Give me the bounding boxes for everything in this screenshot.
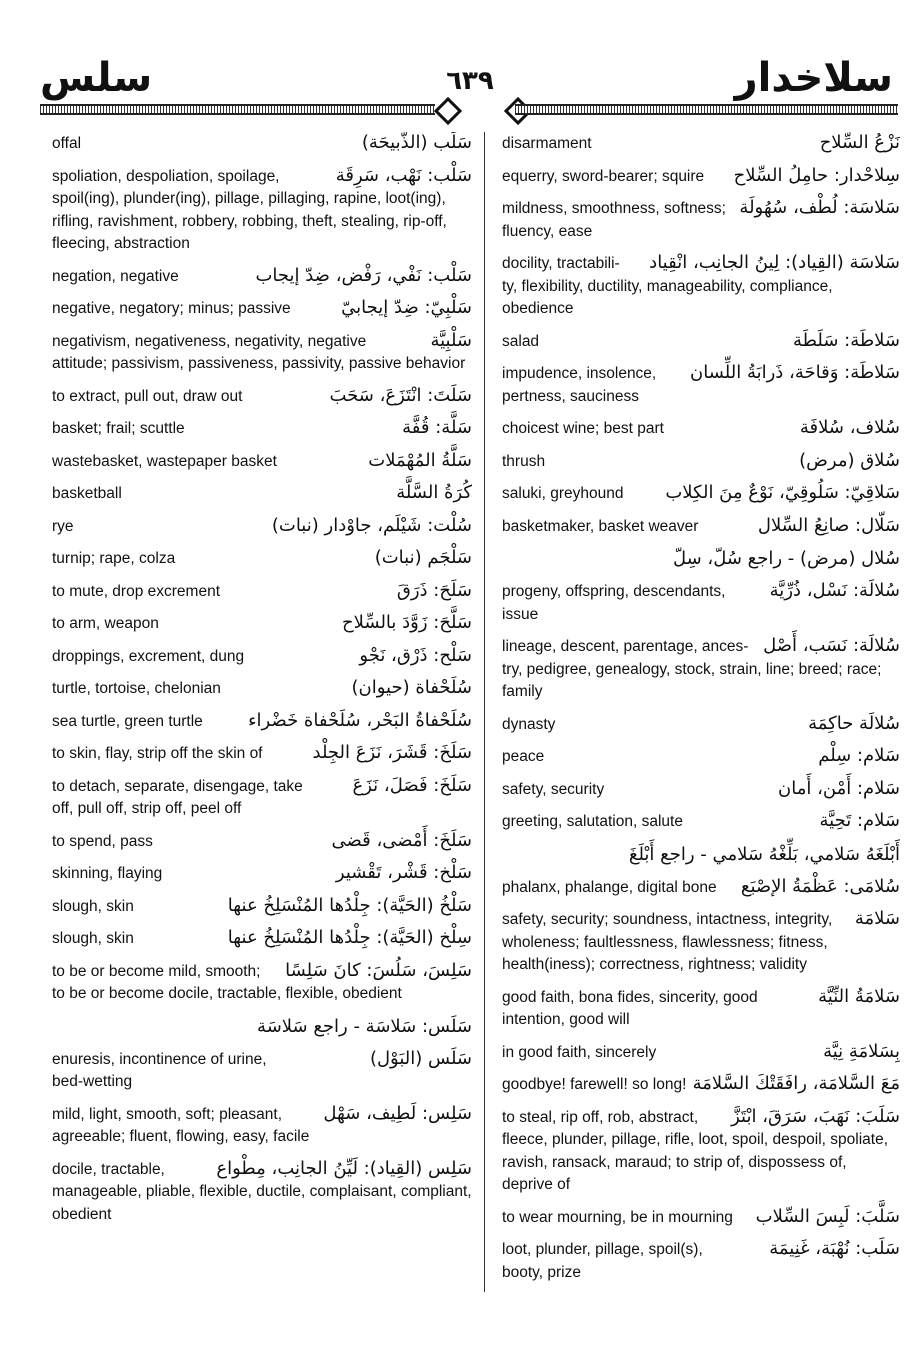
diamond-ornament-left bbox=[434, 97, 462, 125]
left-guide-word: سلس bbox=[40, 55, 153, 101]
dictionary-entry bbox=[502, 132, 900, 156]
entry-english: negation, negative bbox=[52, 267, 179, 285]
entry-arabic: سَلاطَة: سَلَطَة bbox=[792, 329, 900, 351]
entry-row bbox=[52, 1103, 472, 1127]
dictionary-entry bbox=[52, 710, 472, 734]
page-header bbox=[0, 0, 921, 130]
entry-row bbox=[52, 830, 472, 854]
dictionary-entry bbox=[502, 515, 900, 539]
entry-row bbox=[52, 265, 472, 289]
entry-arabic: سَلَّة: قُفَّة bbox=[402, 417, 472, 438]
entry-row bbox=[52, 645, 472, 669]
entry-row bbox=[52, 710, 472, 734]
dictionary-entry bbox=[502, 417, 900, 441]
entry-continuation: booty, prize bbox=[502, 1263, 581, 1281]
dictionary-entry bbox=[52, 165, 472, 256]
entry-row bbox=[502, 1106, 900, 1130]
entry-english: docile, tractable, bbox=[52, 1160, 165, 1178]
entry-english: thrush bbox=[502, 452, 546, 470]
entry-arabic: سَلْخُ (الحَيَّة): جِلْدُها المُنْسَلِخُ عنها bbox=[227, 894, 472, 916]
entry-english: basketball bbox=[52, 485, 122, 502]
entry-arabic: سَلام: أَمْن، أَمان bbox=[778, 777, 900, 799]
entry-arabic: سُلالَة: نَسَب، أَصْل bbox=[763, 635, 900, 656]
entry-english: turtle, tortoise, chelonian bbox=[52, 680, 221, 697]
entry-english: negativism, negativeness, negativity, negative bbox=[52, 332, 367, 350]
dictionary-entry bbox=[52, 927, 472, 951]
entry-arabic: سَلَس (البَوْل) bbox=[369, 1047, 472, 1069]
entry-row bbox=[502, 417, 900, 441]
dictionary-entry bbox=[502, 482, 900, 506]
entry-row bbox=[502, 908, 900, 932]
entry-row bbox=[52, 547, 472, 571]
entry-row bbox=[52, 862, 472, 886]
dictionary-entry bbox=[502, 252, 900, 321]
entry-arabic: سِلْخ (الحَيَّة): جِلْدُها المُنْسَلِخُ عنها bbox=[227, 927, 472, 948]
entry-row bbox=[52, 612, 472, 636]
dictionary-entry bbox=[502, 778, 900, 802]
dictionary-entry bbox=[52, 612, 472, 636]
header-rule-right bbox=[515, 104, 898, 115]
entry-row bbox=[52, 927, 472, 951]
dictionary-entry bbox=[502, 580, 900, 626]
entry-arabic: سَلْب: نَهْب، سَرِقَة bbox=[335, 164, 472, 186]
entry-row bbox=[502, 810, 900, 834]
entry-row bbox=[52, 165, 472, 189]
entry-arabic: سُلاف، سُلافَة bbox=[799, 417, 900, 438]
entry-arabic: سَلْبِيَّة bbox=[430, 329, 472, 351]
entry-english: basketmaker, basket weaver bbox=[502, 517, 699, 535]
entry-arabic: سَلّال: صانِعُ السِّلال bbox=[757, 514, 900, 536]
dictionary-entry bbox=[52, 385, 472, 409]
entry-arabic: نَزْعُ السِّلاح bbox=[819, 132, 900, 153]
dictionary-entry bbox=[52, 1103, 472, 1149]
dictionary-entry bbox=[52, 645, 472, 669]
dictionary-entry bbox=[502, 843, 900, 867]
entry-english: basket; frail; scuttle bbox=[52, 420, 185, 437]
dictionary-entry bbox=[502, 876, 900, 900]
entry-continuation: ty, flexibility, ductility, manageability, compliance, obedience bbox=[502, 277, 833, 317]
entry-row bbox=[502, 515, 900, 539]
entry-continuation: intention, good will bbox=[502, 1011, 630, 1028]
entry-english: docility, tractabili- bbox=[502, 255, 620, 272]
entry-arabic: سَلَخَ: قَشَرَ، نَزَعَ الجِلْد bbox=[312, 742, 472, 763]
dictionary-entry bbox=[502, 986, 900, 1032]
dictionary-entry bbox=[52, 297, 472, 321]
entry-english: mildness, smoothness, softness; bbox=[502, 200, 726, 217]
entry-row bbox=[502, 252, 900, 276]
entry-arabic: سَلَّةُ المُهْمَلات bbox=[368, 449, 472, 471]
entry-arabic: سُلَحْفاةُ البَحْر، سُلَحْفاة خَضْراء bbox=[248, 709, 472, 731]
entry-arabic: سَلَس: سَلاسَة - راجع سَلاسَة bbox=[257, 1015, 472, 1037]
entry-arabic: سَلاسَة: لُطْف، سُهُولَة bbox=[739, 197, 900, 218]
entry-english: peace bbox=[502, 748, 545, 765]
entry-row bbox=[502, 362, 900, 386]
entry-arabic: سُلاق (مرض) bbox=[799, 449, 900, 471]
dictionary-entry bbox=[502, 330, 900, 354]
entry-english: to arm, weapon bbox=[52, 615, 159, 632]
entry-english: phalanx, phalange, digital bone bbox=[502, 878, 717, 896]
dictionary-entry bbox=[502, 745, 900, 769]
dictionary-entry bbox=[502, 197, 900, 243]
entry-english: droppings, excrement, dung bbox=[52, 647, 245, 665]
entry-row bbox=[52, 515, 472, 539]
entry-english: to be or become mild, smooth; bbox=[52, 962, 261, 980]
dictionary-entry bbox=[502, 1238, 900, 1284]
entry-arabic: سَلاقِيّ: سَلُوقِيّ، نَوْعٌ مِنَ الكِلاب bbox=[665, 482, 900, 503]
dictionary-entry bbox=[502, 635, 900, 704]
entry-english: greeting, salutation, salute bbox=[502, 813, 683, 830]
entry-english: to detach, separate, disengage, take bbox=[52, 777, 303, 795]
entry-english: dynasty bbox=[502, 715, 556, 733]
dictionary-entry bbox=[52, 677, 472, 701]
dictionary-entry bbox=[52, 265, 472, 289]
entry-arabic: سَلاطَة: وَقاحَة، ذَرابَةُ اللِّسان bbox=[690, 362, 900, 383]
entry-arabic: سُلال (مرض) - راجع سُلّ، سِلّ bbox=[672, 548, 900, 569]
entry-arabic: سَلام: سِلْم bbox=[818, 745, 900, 766]
entry-english: to wear mourning, be in mourning bbox=[502, 1208, 733, 1226]
entry-continuation: pertness, sauciness bbox=[502, 387, 639, 405]
entry-arabic: مَعَ السَّلامَة، رافَقَتْكَ السَّلامَة bbox=[692, 1073, 900, 1094]
entry-row bbox=[502, 986, 900, 1010]
entry-arabic: سَلَتَ: انْتَزَعَ، سَحَبَ bbox=[329, 384, 472, 406]
entry-arabic: سُلَحْفاة (حيوان) bbox=[351, 677, 472, 698]
dictionary-entry bbox=[52, 775, 472, 821]
entry-arabic: سَلْجَم (نبات) bbox=[374, 547, 472, 568]
entry-english: wastebasket, wastepaper basket bbox=[52, 452, 277, 470]
entry-english: safety, security; soundness, intactness, integrity, bbox=[502, 911, 833, 928]
right-column bbox=[502, 132, 900, 1292]
entry-continuation: to be or become docile, tractable, flexible, obedient bbox=[52, 985, 402, 1002]
entry-arabic: سُلالَة حاكِمَة bbox=[808, 712, 900, 734]
entry-continuation: fluency, ease bbox=[502, 222, 593, 240]
entry-row bbox=[502, 450, 900, 474]
entry-row bbox=[502, 876, 900, 900]
entry-arabic: سَلْخ: قَشْر، تَقْشير bbox=[335, 862, 472, 883]
entry-english: goodbye! farewell! so long! bbox=[502, 1076, 687, 1093]
entry-english: to skin, flay, strip off the skin of bbox=[52, 745, 263, 762]
entry-row bbox=[52, 385, 472, 409]
entry-row bbox=[502, 580, 900, 626]
entry-row bbox=[502, 330, 900, 354]
entry-english: slough, skin bbox=[52, 930, 134, 947]
entry-continuation: try, pedigree, genealogy, stock, strain, line; breed; race; family bbox=[502, 660, 882, 700]
entry-continuation: agreeable; fluent, flowing, easy, facile bbox=[52, 1128, 310, 1145]
entry-row bbox=[502, 713, 900, 737]
dictionary-entry bbox=[502, 1073, 900, 1097]
entry-english: negative, negatory; minus; passive bbox=[52, 300, 291, 317]
dictionary-entry bbox=[502, 1206, 900, 1230]
entry-arabic: سُلالَة: نَسْل، ذُرِّيَّة bbox=[769, 580, 900, 601]
entry-arabic: سَلَحَ: ذَرَقَ bbox=[396, 579, 472, 601]
entry-arabic: سَلَب (الذَّبيحَة) bbox=[361, 132, 472, 153]
entry-row bbox=[52, 775, 472, 799]
entry-row bbox=[52, 677, 472, 701]
dictionary-entry bbox=[52, 830, 472, 854]
dictionary-entry bbox=[502, 908, 900, 977]
entry-row bbox=[502, 1238, 900, 1262]
dictionary-entry bbox=[502, 810, 900, 834]
entry-arabic: سِلاحْدار: حامِلُ السِّلاح bbox=[733, 164, 900, 186]
entry-row bbox=[52, 330, 472, 354]
header-rule-left bbox=[40, 104, 435, 115]
entry-arabic: أَبْلَغَهُ سَلامي، بَلِّغْهُ سَلامي - راجع أَبْلَغَ bbox=[628, 843, 900, 865]
dictionary-entry bbox=[52, 482, 472, 506]
entry-english: to steal, rip off, rob, abstract, bbox=[502, 1108, 699, 1126]
entry-english: good faith, bona fides, sincerity, good bbox=[502, 988, 758, 1006]
entry-row bbox=[502, 1073, 900, 1097]
entry-english: impudence, insolence, bbox=[502, 365, 657, 382]
entry-arabic: سَلَخَ: فَصَلَ، نَزَعَ bbox=[352, 774, 472, 796]
dictionary-entry bbox=[52, 450, 472, 474]
dictionary-entry bbox=[502, 165, 900, 189]
dictionary-entry bbox=[52, 862, 472, 886]
entry-continuation: fleece, plunder, pillage, rifle, loot, spoil, despoil, spoliate, ravish, ransack, maraud; to strip of, dispossess of, deprive of bbox=[502, 1131, 889, 1193]
dictionary-entry bbox=[52, 515, 472, 539]
dictionary-entry bbox=[52, 1015, 472, 1039]
entry-arabic: سُلْت: شَيْلَم، جاوْدار (نبات) bbox=[271, 514, 472, 536]
left-column bbox=[52, 132, 472, 1292]
entry-arabic: سَلَّبَ: لَبِسَ السِّلاب bbox=[755, 1205, 900, 1227]
entry-row bbox=[52, 960, 472, 984]
dictionary-entry bbox=[52, 132, 472, 156]
entry-english: lineage, descent, parentage, ances- bbox=[502, 638, 749, 655]
entry-row bbox=[502, 778, 900, 802]
entry-english: to extract, pull out, draw out bbox=[52, 387, 243, 405]
entry-row bbox=[502, 165, 900, 189]
entry-arabic: سَلاسَة (القِياد): لِينُ الجانِب، انْقِياد bbox=[649, 252, 900, 273]
entry-arabic: سَلَبَ: نَهَبَ، سَرَقَ، ابْتَزَّ bbox=[731, 1105, 900, 1127]
dictionary-entry bbox=[52, 330, 472, 376]
dictionary-entry bbox=[502, 1106, 900, 1197]
entry-english: skinning, flaying bbox=[52, 865, 163, 882]
entry-continuation: manageable, pliable, flexible, ductile, complaisant, compliant, obedient bbox=[52, 1183, 472, 1223]
entry-arabic: سَلْح: ذَرْق، نَجْو bbox=[359, 644, 472, 666]
entry-arabic: كُرَةُ السَّلَّة bbox=[396, 482, 472, 503]
entry-arabic: سَلَّحَ: زَوَّدَ بالسِّلاح bbox=[342, 612, 472, 633]
entry-continuation: bed-wetting bbox=[52, 1073, 133, 1090]
entry-arabic: سَلْب: نَفْي، رَفْض، ضِدّ إيجاب bbox=[255, 264, 472, 286]
entry-arabic: سَلامَة bbox=[854, 908, 900, 929]
entry-arabic: سَلْبِيّ: ضِدّ إيجابيّ bbox=[341, 297, 472, 318]
entry-english: disarmament bbox=[502, 135, 592, 152]
entry-arabic: سَلام: تَحِيَّة bbox=[819, 810, 900, 831]
dictionary-entry bbox=[52, 1048, 472, 1094]
entry-row bbox=[502, 635, 900, 659]
entry-english: to spend, pass bbox=[52, 832, 153, 850]
entry-english: mild, light, smooth, soft; pleasant, bbox=[52, 1105, 283, 1123]
entry-english: offal bbox=[52, 135, 82, 152]
entry-row bbox=[52, 132, 472, 156]
entry-row bbox=[52, 417, 472, 441]
column-divider bbox=[484, 132, 485, 1292]
entry-arabic: بِسَلامَةِ نِيَّة bbox=[823, 1040, 900, 1062]
right-guide-word: سلاخدار bbox=[734, 55, 893, 101]
entry-row bbox=[52, 482, 472, 506]
entry-english: in good faith, sincerely bbox=[502, 1043, 657, 1061]
entry-arabic: سَلِس (القِياد): لَيِّنُ الجانِب، مِطْواع bbox=[216, 1157, 472, 1179]
entry-english: spoliation, despoliation, spoilage, bbox=[52, 167, 280, 185]
dictionary-entry bbox=[52, 580, 472, 604]
entry-row bbox=[52, 297, 472, 321]
entry-arabic: سَلَخَ: أَمْضى، قَضى bbox=[331, 829, 472, 851]
entry-arabic: سَلِسَ، سَلُسَ: كانَ سَلِسًا bbox=[285, 959, 472, 981]
entry-row bbox=[502, 745, 900, 769]
entry-row bbox=[52, 1158, 472, 1182]
entry-english: loot, plunder, pillage, spoil(s), bbox=[502, 1241, 703, 1258]
entry-english: salad bbox=[502, 332, 540, 350]
dictionary-entry bbox=[502, 547, 900, 571]
dictionary-entry bbox=[502, 713, 900, 737]
entry-english: saluki, greyhound bbox=[502, 485, 624, 502]
entry-english: progeny, offspring, descendants, issue bbox=[502, 583, 726, 623]
entry-english: equerry, sword-bearer; squire bbox=[502, 167, 705, 185]
entry-arabic: سَلَب: نُهْبَة، غَنِيمَة bbox=[769, 1238, 900, 1259]
entry-row bbox=[502, 1041, 900, 1065]
entry-english: rye bbox=[52, 517, 74, 535]
entry-row bbox=[502, 197, 900, 221]
dictionary-entry bbox=[52, 742, 472, 766]
entry-row bbox=[502, 1206, 900, 1230]
entry-row bbox=[502, 482, 900, 506]
entry-english: to mute, drop excrement bbox=[52, 582, 220, 600]
entry-arabic: سَلِس: لَطِيف، سَهْل bbox=[323, 1102, 472, 1124]
entry-english: choicest wine; best part bbox=[502, 420, 664, 437]
entry-row bbox=[52, 742, 472, 766]
dictionary-entry bbox=[52, 547, 472, 571]
entry-english: turnip; rape, colza bbox=[52, 550, 176, 567]
entry-continuation: off, pull off, strip off, peel off bbox=[52, 800, 242, 817]
dictionary-entry bbox=[502, 450, 900, 474]
entry-row bbox=[52, 1048, 472, 1072]
entry-row bbox=[52, 895, 472, 919]
entry-english: sea turtle, green turtle bbox=[52, 712, 203, 730]
page-number: ٦٣٩ bbox=[446, 66, 494, 96]
entry-continuation: wholeness; faultlessness, flawlessness; fitness, health(iness); correctness, rightness; validity bbox=[502, 933, 828, 973]
dictionary-entry bbox=[52, 960, 472, 1006]
entry-english: safety, security bbox=[502, 780, 605, 798]
entry-arabic: سُلامَى: عَظْمَةُ الإصْبَع bbox=[740, 875, 900, 897]
dictionary-entry bbox=[502, 1041, 900, 1065]
entry-english: enuresis, incontinence of urine, bbox=[52, 1050, 267, 1068]
dictionary-entry bbox=[52, 1158, 472, 1227]
entry-row bbox=[502, 132, 900, 156]
entry-english: slough, skin bbox=[52, 897, 134, 915]
dictionary-entry bbox=[502, 362, 900, 408]
entry-arabic: سَلامَةُ النِّيَّة bbox=[818, 985, 900, 1007]
dictionary-entry bbox=[52, 417, 472, 441]
entry-row bbox=[52, 450, 472, 474]
entry-continuation: attitude; passivism, passiveness, passivity, passive behavior bbox=[52, 355, 466, 372]
entry-continuation: spoil(ing), plunder(ing), pillage, pillaging, rapine, loot(ing), rifling, ravishment, robbery, robbing, theft, stealing, rip-off, fleecing, abstraction bbox=[52, 190, 447, 252]
entry-row bbox=[52, 580, 472, 604]
dictionary-entry bbox=[52, 895, 472, 919]
